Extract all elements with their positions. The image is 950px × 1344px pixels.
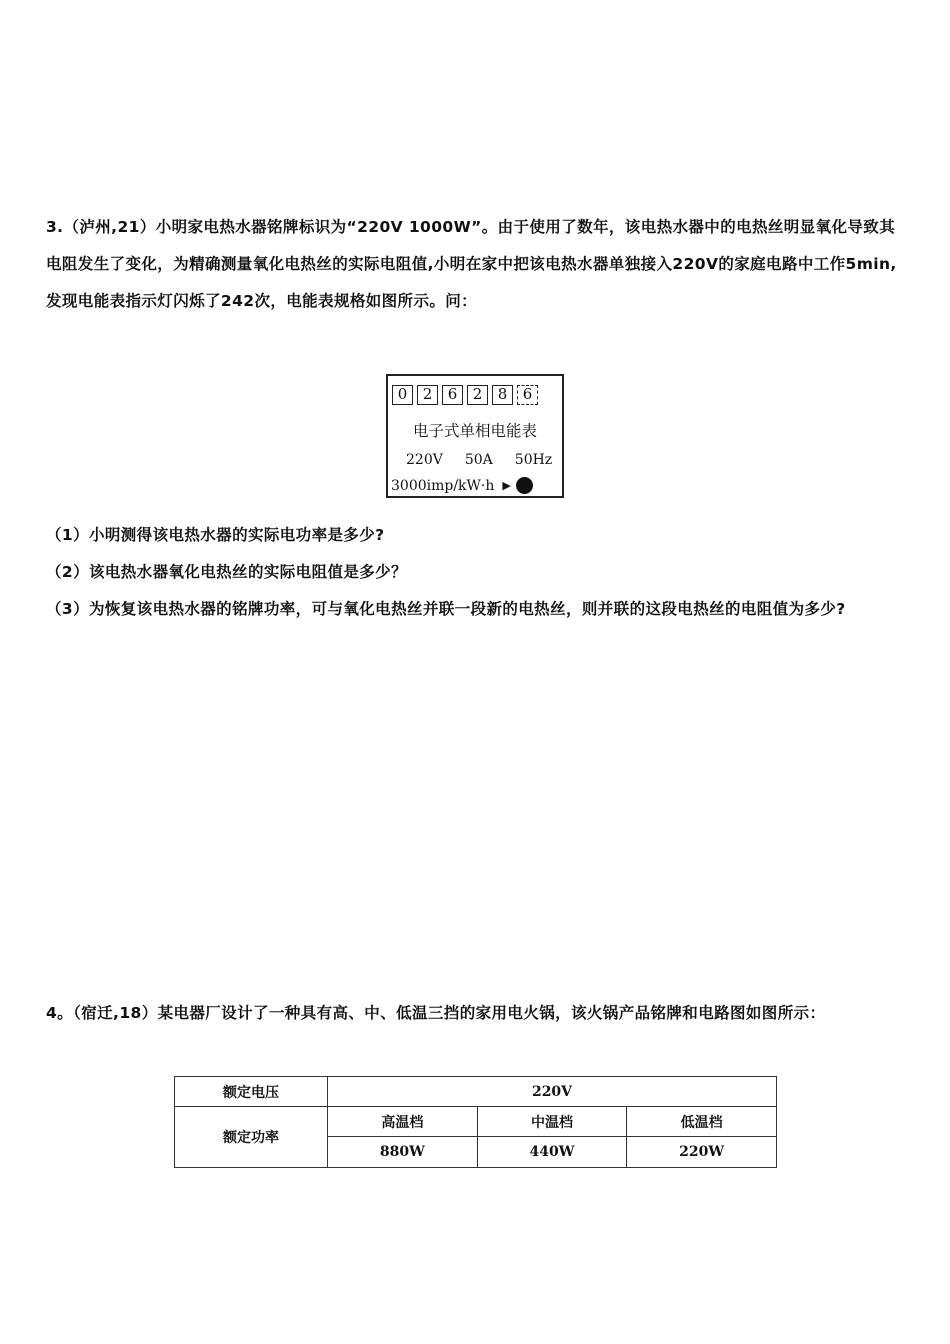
nameplate-table: [174, 1076, 777, 1168]
level-medium: 中温档: [477, 1107, 627, 1137]
rated-voltage-label: 额定电压: [175, 1077, 328, 1107]
meter-current: 50A: [464, 452, 493, 468]
power-high: 880W: [328, 1137, 478, 1168]
question-4-text: 4。（宿迁,18）某电器厂设计了一种具有高、中、低温三挡的家用电火锅，该火锅产品铭牌和电路图如图所示：: [46, 1004, 826, 1022]
meter-digit: 2: [417, 385, 438, 405]
question-3-part-1: （1）小明测得该电热水器的实际电功率是多少?: [46, 526, 385, 544]
power-low: 220W: [627, 1137, 777, 1168]
meter-digit-row: [392, 385, 538, 405]
level-low: 低温档: [627, 1107, 777, 1137]
level-high: 高温档: [328, 1107, 478, 1137]
indicator-light-icon: [516, 477, 533, 494]
meter-specs: [406, 452, 552, 468]
meter-digit: 2: [467, 385, 488, 405]
meter-digit: 8: [492, 385, 513, 405]
meter-imp-constant: 3000imp/kW·h: [391, 477, 495, 494]
question-3-part-3: （3）为恢复该电热水器的铭牌功率，可与氧化电热丝并联一段新的电热丝，则并联的这段电热丝的电阻值为多少?: [46, 600, 846, 618]
power-medium: 440W: [477, 1137, 627, 1168]
meter-digit-decimal: 6: [517, 385, 538, 405]
meter-digit: 6: [442, 385, 463, 405]
rated-power-label: 额定功率: [175, 1107, 328, 1168]
meter-digit: 0: [392, 385, 413, 405]
question-3-text: 3.（泸州,21）小明家电热水器铭牌标识为“220V 1000W”。由于使用了数年，该电热水器中的电热丝明显氧化导致其电阻发生了变化，为精确测量氧化电热丝的实际电阻值,小明在家中把该电热水器单独接入220V的家庭电路中工作5min,发现电能表指示灯闪烁了242次，电能表规格如图所示。问：: [46, 218, 897, 310]
energy-meter-figure: [386, 374, 564, 498]
meter-imp-row: [391, 477, 533, 494]
meter-title: 电子式单相电能表: [412, 422, 537, 440]
meter-voltage: 220V: [406, 452, 443, 468]
question-3-part-2: （2）该电热水器氧化电热丝的实际电阻值是多少？: [46, 563, 407, 581]
meter-frequency: 50Hz: [514, 452, 553, 468]
rated-voltage-value: 220V: [328, 1077, 777, 1107]
arrow-icon: ▶: [502, 479, 511, 492]
